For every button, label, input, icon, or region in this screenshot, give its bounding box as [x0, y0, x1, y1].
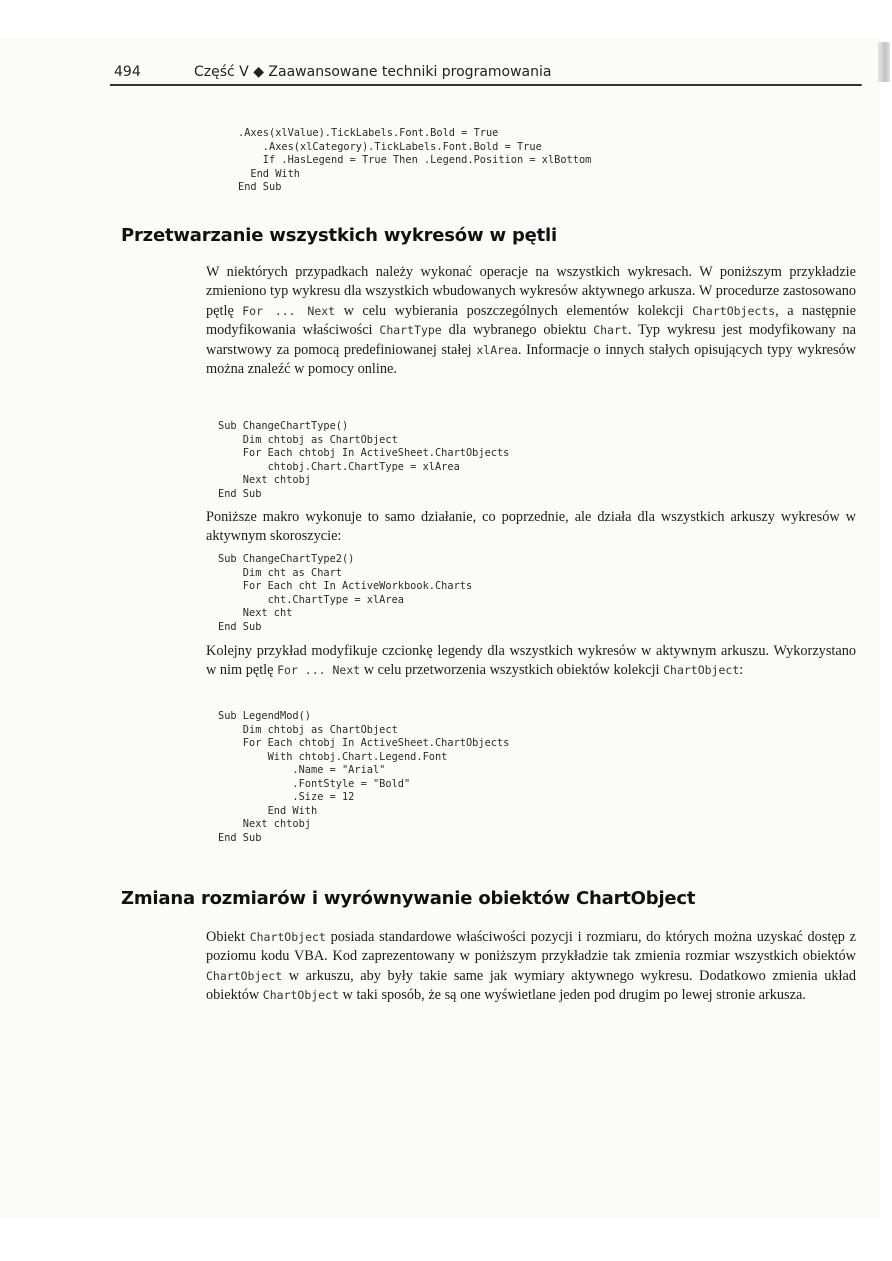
inline-code: For ... Next [277, 663, 361, 678]
text-run: . Informacje o innych stałych opisujących typy wykresów można znaleźć w pomocy online. [206, 341, 856, 378]
inline-code: ChartObject [663, 663, 740, 678]
text-run: w arkuszu, aby były takie same jak wymiary aktywnego wykresu. Dodatkowo zmienia układ obiektów [206, 967, 856, 1004]
text-run: w taki sposób, że są one wyświetlane jeden pod drugim po lewej stronie arkusza. [338, 987, 806, 1004]
scan-edge-mark [878, 42, 890, 82]
text-run: w celu wybierania poszczególnych elementów kolekcji [335, 302, 693, 319]
inline-code: xlArea [476, 342, 518, 357]
code-block-intro: .Axes(xlValue).TickLabels.Font.Bold = True .Axes(xlCategory).TickLabels.Font.Bold = True If .HasLegend = True Then .Legend.Position = xlBottom End With End Sub [238, 127, 592, 193]
paragraph-chartobject-resize [206, 928, 856, 1006]
header-rule [110, 84, 862, 86]
code-block-change-chart-type: Sub ChangeChartType() Dim chtobj as ChartObject For Each chtobj In ActiveSheet.ChartObjects chtobj.Chart.ChartType = xlArea Next chtobj End Sub [218, 420, 510, 500]
text-run: , a następnie modyfikowania właściwości [206, 302, 857, 339]
section-heading-loop: Przetwarzanie wszystkich wykresów w pętli [121, 225, 557, 246]
inline-code: ChartType [379, 323, 442, 338]
code-block-change-chart-type2: Sub ChangeChartType2() Dim cht as Chart For Each cht In ActiveWorkbook.Charts cht.ChartType = xlArea Next cht End Sub [218, 553, 473, 633]
text-run: Obiekt [206, 929, 250, 945]
page-number: 494 [114, 64, 141, 80]
paragraph-macro-workbook: Poniższe makro wykonuje to samo działanie, co poprzednie, ale działa dla wszystkich arkuszy wykresów w aktywnym skoroszycie: [206, 509, 856, 545]
section-heading-resize-align: Zmiana rozmiarów i wyrównywanie obiektów ChartObject [121, 888, 696, 909]
text-run: . Typ wykresu jest modyfikowany na warstwowy za pomocą predefiniowanej stałej [206, 322, 856, 358]
inline-code: ChartObject [206, 968, 283, 983]
text-run: Kolejny przykład modyfikuje czcionkę legendy dla wszystkich wykresów w aktywnym arkuszu. Wykorzystano w nim pętlę [206, 643, 856, 679]
inline-code: ChartObject [262, 988, 339, 1003]
text-run: W niektórych przypadkach należy wykonać operacje na wszystkich wykresach. W poniższym przykładzie zmieniono typ wykresu dla wszystkich wbudowanych wykresów aktywnego arkusza. W procedurze zastosowano pętlę [206, 264, 856, 319]
running-header [110, 62, 862, 84]
inline-code: ChartObjects [692, 303, 776, 318]
running-title: Część V ◆ Zaawansowane techniki programowania [194, 64, 552, 80]
text-run: dla wybranego obiektu [441, 322, 594, 339]
text-run: : [739, 662, 744, 679]
text-run: w celu przetworzenia wszystkich obiektów kolekcji [360, 662, 664, 679]
inline-code: For ... Next [242, 303, 336, 318]
inline-code: ChartObject [249, 930, 326, 944]
paragraph-legend-font [206, 642, 856, 681]
inline-code: Chart [593, 323, 628, 338]
text-run: posiada standardowe właściwości pozycji i rozmiaru, do których można uzyskać dostęp z poziomu kodu VBA. Kod zaprezentowany w poniższym przykładzie tak zmienia rozmiar wszystkich obiektów [206, 929, 856, 965]
code-block-legend-mod: Sub LegendMod() Dim chtobj as ChartObject For Each chtobj In ActiveSheet.ChartObjects With chtobj.Chart.Legend.Font .Name = "Arial" .FontStyle = "Bold" .Size = 12 End With Next chtobj End Sub [218, 710, 510, 844]
paragraph-loop-intro [206, 263, 856, 379]
